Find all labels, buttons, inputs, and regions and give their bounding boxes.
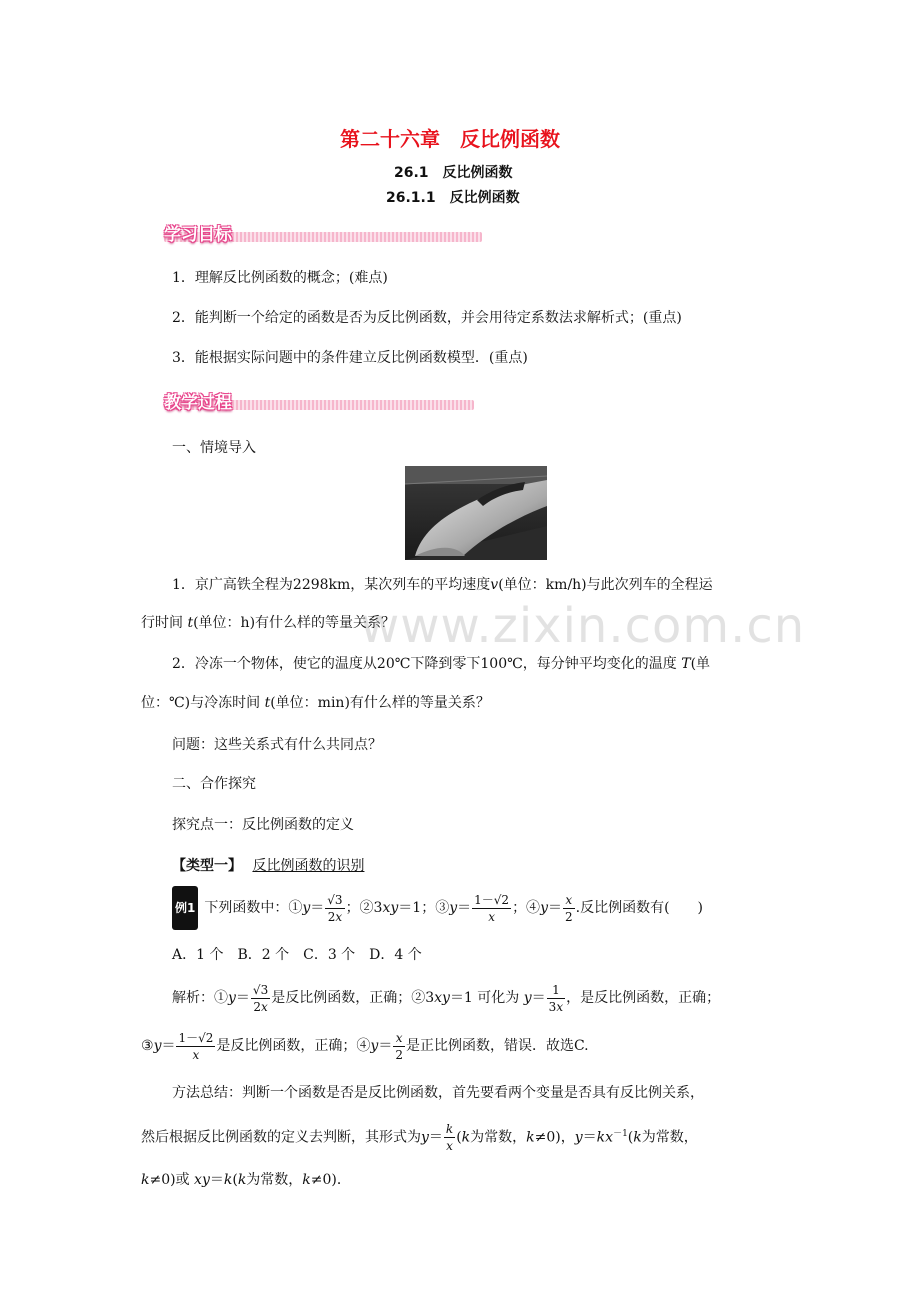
- section-title: 26.1 反比例函数: [394, 165, 513, 181]
- method-text: 为常数，: [470, 1129, 527, 1146]
- subsection-title: 26.1.1 反比例函数: [386, 190, 520, 206]
- fraction: $\frac{x}{2}$: [395, 1030, 403, 1062]
- method-text: 为常数，: [641, 1129, 698, 1146]
- type-label: 【类型一】: [172, 858, 242, 874]
- fraction: $\frac{k}{x}$: [445, 1122, 454, 1154]
- method-text: 然后根据反比例函数的定义去判断，其形式为: [141, 1129, 421, 1146]
- chapter-title: 第二十六章 反比例函数: [340, 127, 560, 151]
- common-question: 问题：这些关系式有什么共同点？: [172, 737, 382, 753]
- question-1-line-2: [141, 612, 395, 632]
- fraction: $\frac{√3}{2x}$: [252, 982, 269, 1014]
- example-tail: .反比例函数有( ): [575, 900, 703, 916]
- process-banner: [164, 392, 478, 412]
- analysis-text: 解析：①: [172, 990, 228, 1006]
- explore-heading: 二、合作探究: [172, 776, 256, 792]
- analysis-text: ，是反比例函数，正确；: [566, 990, 721, 1006]
- method-text: ≠0)或: [149, 1172, 190, 1188]
- method-text: 为常数，: [246, 1172, 303, 1188]
- fraction: $\frac{√3}{2x}$: [327, 892, 343, 924]
- analysis-text: ＝1 可化为: [449, 990, 520, 1006]
- fraction: $\frac{1-√2}{x}$: [178, 1030, 214, 1062]
- objective-item: 3．能根据实际问题中的条件建立反比例函数模型．(重点): [172, 350, 528, 366]
- example-1: 例1 下列函数中：①y＝ $\frac{√3}{2x}$ ；②3xy＝1；③y＝ $\frac{1-√2}{x}$ ；④y＝ $\frac{x}{2}$ .反比例函数有( ): [172, 886, 703, 930]
- method-text: ≠0)．: [310, 1172, 351, 1188]
- objective-item: 1．理解反比例函数的概念；(难点): [172, 270, 388, 286]
- type-heading: [172, 855, 364, 875]
- var-t: t: [264, 695, 271, 711]
- objective-item: 2．能判断一个给定的函数是否为反比例函数，并会用待定系数法求解析式；(重点): [172, 310, 682, 326]
- analysis-line-2: ③y＝ $\frac{1-√2}{x}$ 是反比例函数，正确；④y＝ $\frac{x}{2}$ 是正比例函数，错误．故选C.: [141, 1030, 589, 1062]
- fraction: $\frac{1-√2}{x}$: [474, 892, 510, 924]
- q2-text: (单: [690, 656, 711, 672]
- question-2-line-2: [141, 692, 490, 712]
- method-line-1: 方法总结：判断一个函数是否是反比例函数，首先要看两个变量是否具有反比例关系，: [172, 1085, 704, 1101]
- var-v: v: [490, 577, 499, 593]
- objectives-banner-label: 学习目标: [164, 225, 232, 245]
- watermark: www.zixin.com.cn: [360, 598, 806, 654]
- objectives-banner: [164, 224, 486, 244]
- q1-text: 行时间: [141, 615, 183, 631]
- type-title: 反比例函数的识别: [252, 858, 365, 874]
- method-text: ≠0)，: [534, 1129, 575, 1146]
- analysis-text: 是反比例函数，正确；④: [216, 1038, 371, 1054]
- q2-text: 2．冷冻一个物体，使它的温度从20℃下降到零下100℃，每分钟平均变化的温度: [172, 656, 677, 672]
- q1-text: 1．京广高铁全程为2298km，某次列车的平均速度: [172, 577, 491, 593]
- intro-heading: 一、情境导入: [172, 440, 256, 456]
- q1-text: (单位：km/h)与此次列车的全程运: [498, 577, 713, 593]
- analysis-text: 是反比例函数，正确；②3: [271, 990, 435, 1006]
- q1-text: (单位：h)有什么样的等量关系？: [193, 615, 396, 631]
- analysis-text: 是正比例函数，错误．故选C.: [405, 1038, 589, 1054]
- question-2-line-1: [172, 653, 710, 673]
- train-photo: [405, 466, 547, 560]
- example-text: 下列函数中：①: [204, 900, 303, 916]
- fraction: $\frac{1}{3x}$: [548, 982, 564, 1014]
- answer-options: A．1 个 B．2 个 C．3 个 D．4 个: [172, 947, 422, 963]
- explore-point: 探究点一：反比例函数的定义: [172, 817, 354, 833]
- analysis-line-1: 解析：①y＝ $\frac{√3}{2x}$ 是反比例函数，正确；②3xy＝1 可化为 y＝ $\frac{1}{3x}$ ，是反比例函数，正确；: [172, 982, 721, 1014]
- var-t: t: [187, 615, 194, 631]
- process-banner-label: 教学过程: [164, 393, 232, 413]
- q2-text: 位：℃)与冷冻时间: [141, 695, 261, 711]
- method-line-2: 然后根据反比例函数的定义去判断，其形式为y＝ $\frac{k}{x}$ (k为常数，k≠0)，$y=kx^{-1}(k$为常数，: [141, 1122, 698, 1154]
- question-1-line-1: [172, 574, 713, 594]
- fraction: $\frac{x}{2}$: [564, 892, 573, 924]
- q2-text: (单位：min)有什么样的等量关系？: [270, 695, 490, 711]
- example-badge: 例1: [172, 886, 198, 930]
- method-line-3: k≠0)或 xy＝k(k为常数，k≠0)．: [141, 1172, 351, 1188]
- var-T: T: [681, 656, 691, 672]
